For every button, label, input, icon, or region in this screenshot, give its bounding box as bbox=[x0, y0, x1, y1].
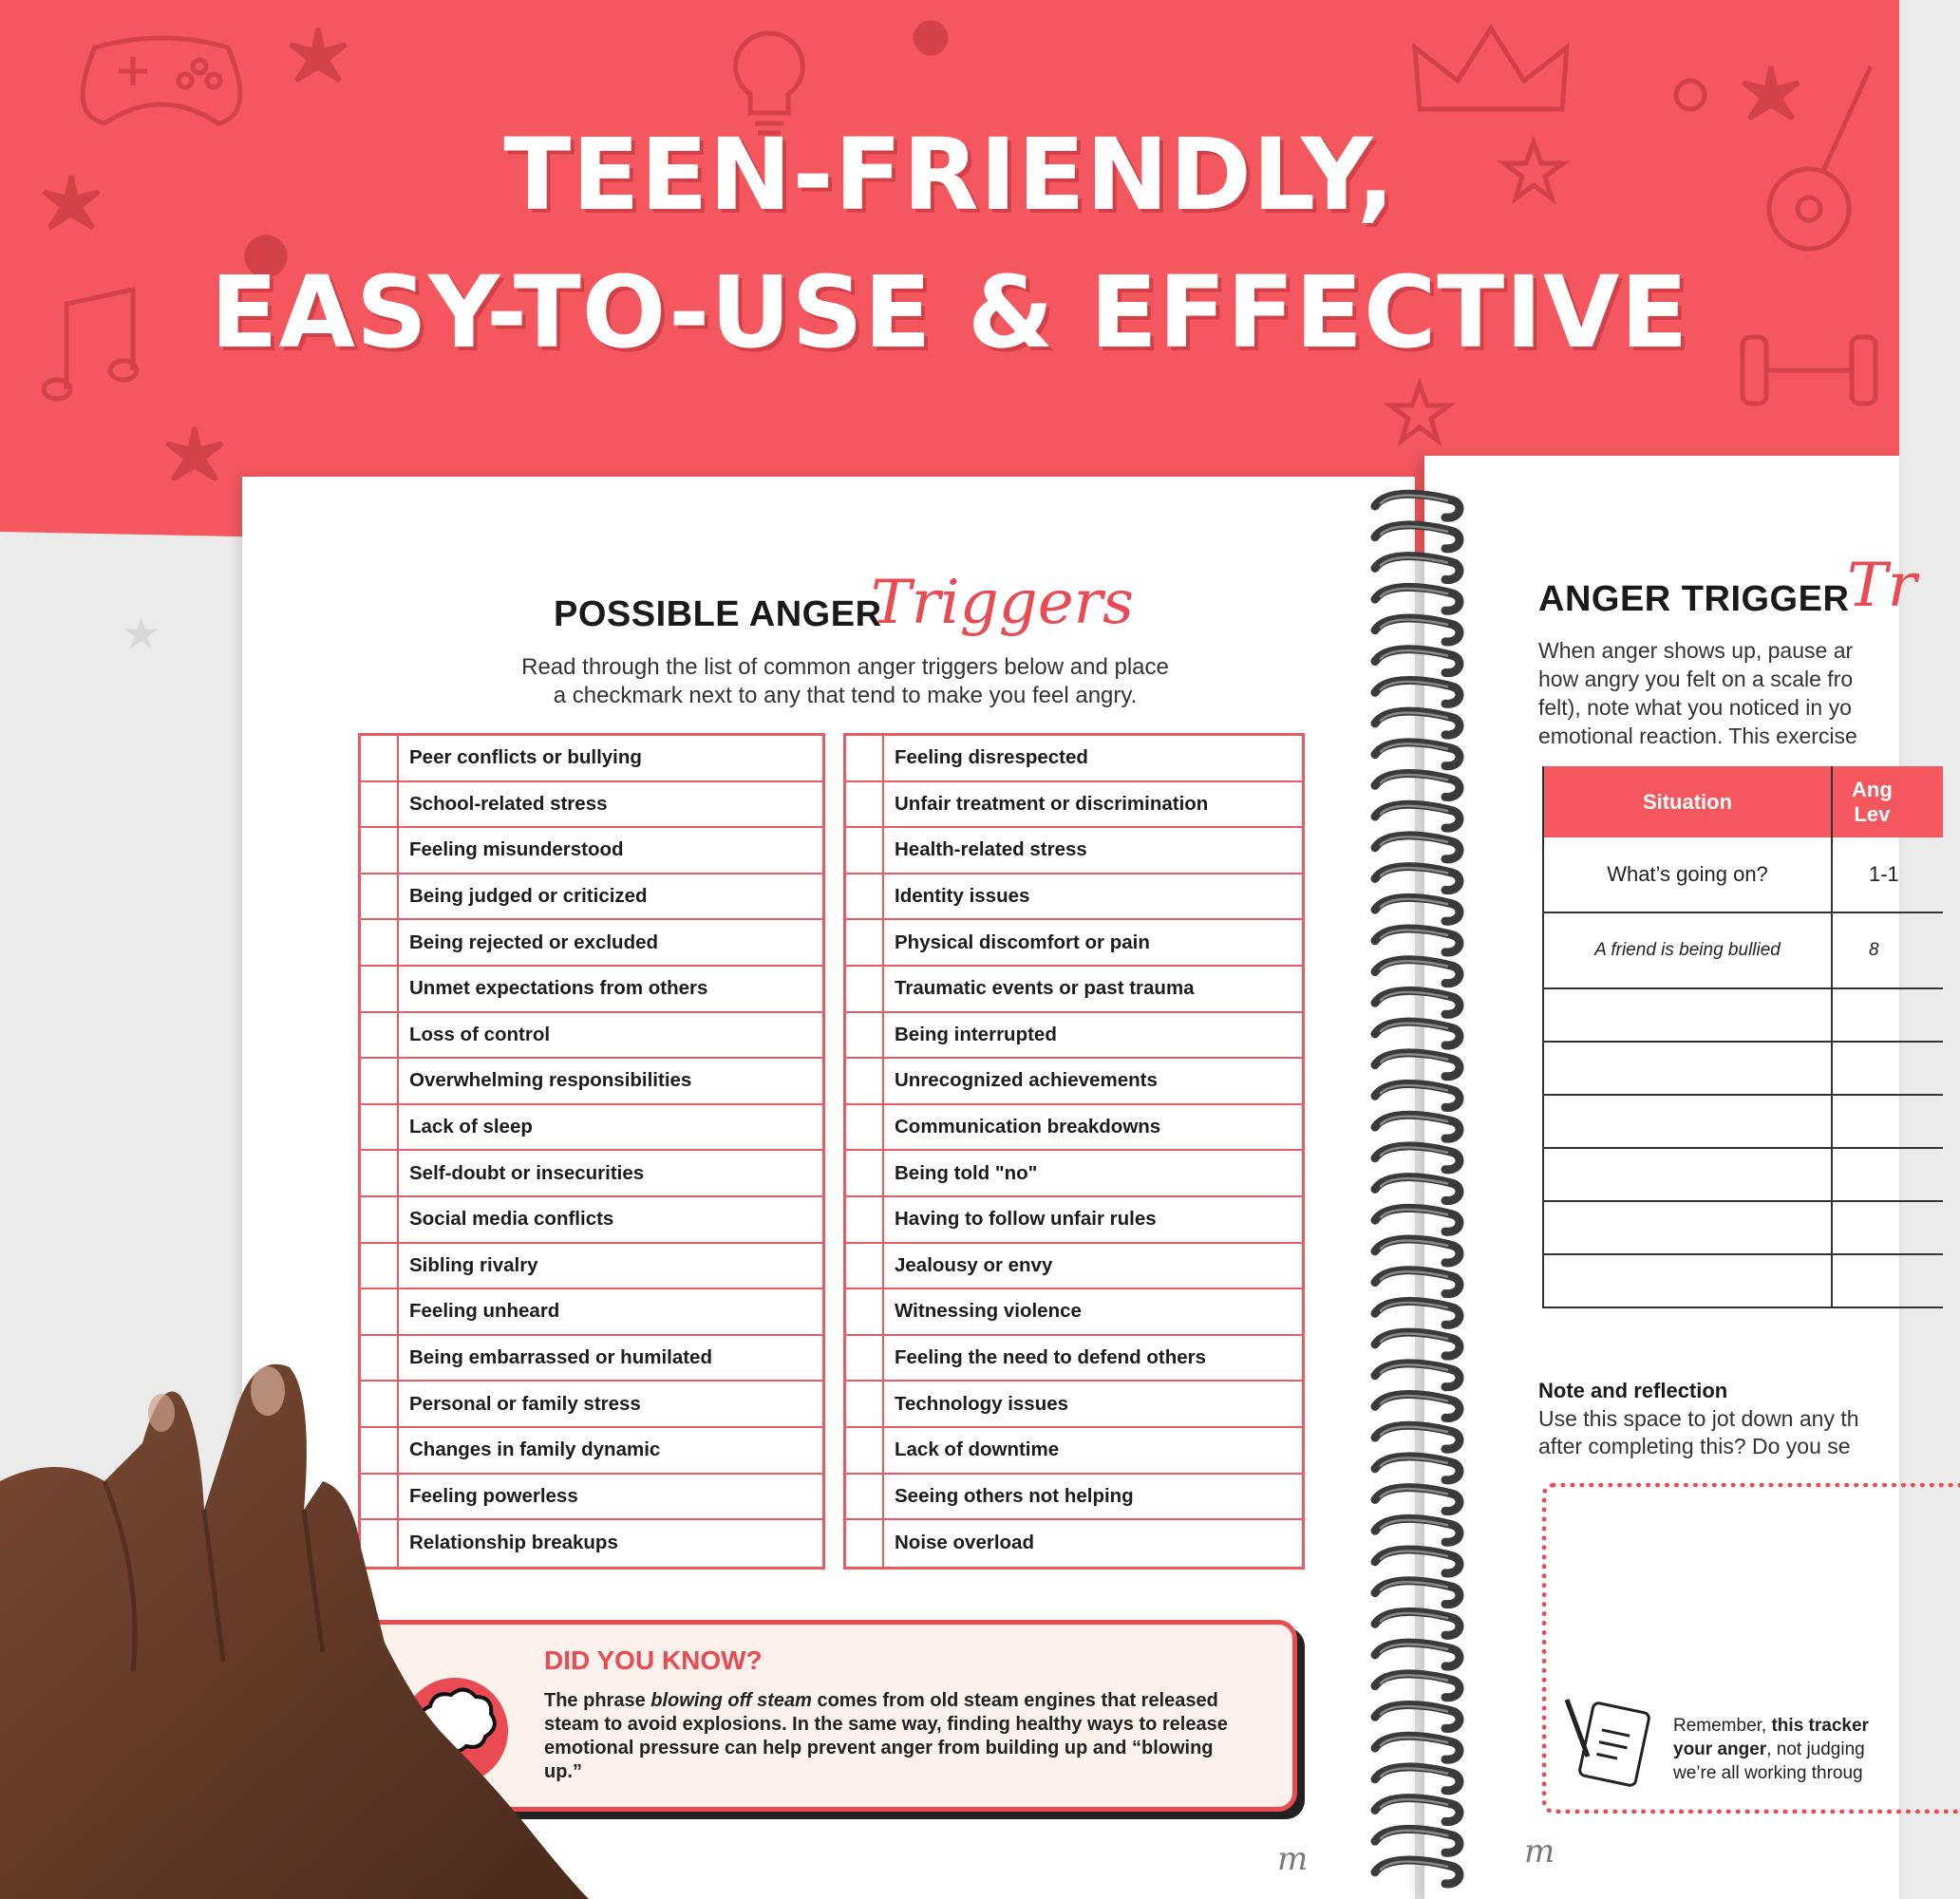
checklist-row bbox=[361, 967, 822, 1013]
trigger-label: Feeling disrespected bbox=[895, 746, 1088, 769]
checklist-row bbox=[846, 1382, 1302, 1428]
checklist-row bbox=[361, 1105, 822, 1152]
checklist-row bbox=[846, 1151, 1302, 1197]
trigger-label: Feeling the need to defend others bbox=[895, 1346, 1207, 1369]
trigger-label: Being rejected or excluded bbox=[409, 931, 659, 953]
trigger-label: Sibling rivalry bbox=[409, 1253, 538, 1276]
brand-logo: m bbox=[1524, 1833, 1555, 1871]
trigger-label: Being told "no" bbox=[895, 1161, 1038, 1184]
checkbox[interactable] bbox=[846, 1520, 884, 1567]
column-header-anger-level: Ang Lev bbox=[1852, 777, 1893, 826]
checkbox[interactable] bbox=[846, 1197, 884, 1242]
circle-outline-icon bbox=[1671, 76, 1709, 114]
trigger-label: Relationship breakups bbox=[409, 1532, 618, 1554]
checkbox[interactable] bbox=[846, 874, 884, 919]
checklist-row bbox=[846, 874, 1302, 921]
checklist-row bbox=[361, 874, 822, 921]
trigger-label: Being embarrassed or humilated bbox=[409, 1346, 712, 1369]
checklist-row bbox=[361, 920, 822, 967]
checklist-row bbox=[361, 1059, 822, 1105]
checkbox[interactable] bbox=[361, 1105, 399, 1150]
trigger-label: Changes in family dynamic bbox=[409, 1438, 661, 1461]
checklist-row bbox=[846, 1197, 1302, 1244]
right-page-title-main: ANGER TRIGGER bbox=[1538, 579, 1850, 619]
checklist-row bbox=[846, 1059, 1302, 1105]
right-page-title-script: Tr bbox=[1847, 551, 1917, 621]
trigger-label: Being interrupted bbox=[895, 1023, 1057, 1045]
checklist-row bbox=[846, 1475, 1302, 1521]
checklist-row bbox=[846, 967, 1302, 1013]
checkbox[interactable] bbox=[846, 1475, 884, 1519]
checklist-row bbox=[846, 1013, 1302, 1060]
trigger-label: Having to follow unfair rules bbox=[895, 1208, 1157, 1231]
right-page-intro: When anger shows up, pause ar how angry you felt on a scale fro felt), note what you noticed in yo emotional reaction. This exercise bbox=[1538, 638, 1857, 748]
checklist-row bbox=[361, 1289, 822, 1336]
hand-image bbox=[0, 1339, 608, 1899]
checklist-row bbox=[361, 828, 822, 874]
checklist-row bbox=[361, 1151, 822, 1197]
column-header-situation: Situation bbox=[1544, 766, 1833, 837]
checkbox[interactable] bbox=[846, 1105, 884, 1150]
burst-icon bbox=[1738, 62, 1804, 128]
checkbox[interactable] bbox=[361, 1013, 399, 1058]
checkbox[interactable] bbox=[361, 1151, 399, 1195]
headline-line-1: TEEN-FRIENDLY, bbox=[503, 117, 1396, 233]
checkbox[interactable] bbox=[846, 1244, 884, 1288]
checkbox[interactable] bbox=[846, 1336, 884, 1381]
brand-logo: m bbox=[1277, 1840, 1309, 1878]
checklist-row bbox=[361, 782, 822, 829]
trigger-label: Loss of control bbox=[409, 1023, 551, 1045]
trigger-label: Witnessing violence bbox=[895, 1300, 1082, 1323]
checkbox[interactable] bbox=[846, 782, 884, 827]
checklist-row bbox=[361, 1197, 822, 1244]
table-row[interactable] bbox=[1544, 1255, 1943, 1308]
page-intro bbox=[418, 653, 1272, 710]
checklist-row bbox=[846, 920, 1302, 967]
trigger-label: School-related stress bbox=[409, 792, 608, 815]
burst-icon bbox=[161, 423, 228, 489]
trigger-label: Lack of sleep bbox=[409, 1116, 533, 1138]
checklist-row bbox=[361, 1013, 822, 1060]
table-row[interactable] bbox=[1544, 1149, 1943, 1202]
checkbox[interactable] bbox=[846, 1428, 884, 1473]
checkbox[interactable] bbox=[361, 1244, 399, 1288]
did-you-know-text: The phrase blowing off steam comes from old steam engines that released steam to avoid explosions. In the same way, finding healthy ways to release emotional pressure can help prevent anger from building up and “blowing up.” bbox=[544, 1690, 1228, 1782]
trigger-label: Unmet expectations from others bbox=[409, 977, 708, 1000]
checklist-row bbox=[846, 1244, 1302, 1290]
trigger-label: Feeling powerless bbox=[409, 1484, 578, 1507]
did-you-know-title: DID YOU KNOW? bbox=[544, 1645, 763, 1675]
intro-line: Read through the list of common anger triggers below and place bbox=[521, 654, 1169, 680]
headline-line-2: EASY-TO-USE & EFFECTIVE bbox=[210, 254, 1689, 370]
checklist-row bbox=[846, 1428, 1302, 1475]
checkbox[interactable] bbox=[846, 828, 884, 873]
trigger-label: Seeing others not helping bbox=[895, 1484, 1134, 1507]
table-row[interactable] bbox=[1544, 1202, 1943, 1255]
checkbox[interactable] bbox=[361, 736, 399, 780]
star-outline-icon bbox=[1386, 380, 1453, 446]
checkbox[interactable] bbox=[846, 1289, 884, 1334]
checklist-row bbox=[846, 736, 1302, 782]
checklist-row bbox=[846, 1105, 1302, 1152]
trigger-label: Traumatic events or past trauma bbox=[895, 977, 1195, 1000]
table-header bbox=[1544, 766, 1943, 837]
checkbox[interactable] bbox=[361, 920, 399, 965]
table-row[interactable] bbox=[1544, 989, 1943, 1043]
checklist-row bbox=[361, 736, 822, 782]
table-row: What’s going on? 1-1 bbox=[1544, 837, 1943, 913]
anger-tracker-table bbox=[1542, 766, 1943, 1308]
spiral-binding bbox=[1358, 479, 1472, 1899]
checkbox[interactable] bbox=[361, 967, 399, 1011]
note-title: Note and reflection bbox=[1538, 1379, 1728, 1402]
checkbox[interactable] bbox=[361, 1289, 399, 1334]
notepad-icon bbox=[1557, 1690, 1662, 1795]
trigger-label: Being judged or criticized bbox=[409, 885, 648, 908]
checklist-row bbox=[361, 1244, 822, 1290]
trigger-label: Physical discomfort or pain bbox=[895, 931, 1150, 953]
workbook-right-page bbox=[1424, 456, 1917, 1899]
checkbox[interactable] bbox=[361, 828, 399, 873]
dot-icon bbox=[912, 19, 950, 57]
checklist-row bbox=[846, 828, 1302, 874]
trigger-label: Unfair treatment or discrimination bbox=[895, 792, 1209, 815]
checklist-row bbox=[846, 782, 1302, 829]
table-row[interactable] bbox=[1544, 1043, 1943, 1096]
trigger-label: Communication breakdowns bbox=[895, 1116, 1161, 1138]
trigger-label: Noise overload bbox=[895, 1532, 1034, 1554]
checkbox[interactable] bbox=[361, 874, 399, 919]
checklist-row bbox=[846, 1520, 1302, 1567]
checklist-row bbox=[846, 1289, 1302, 1336]
note-text: Use this space to jot down any th after completing this? Do you se bbox=[1538, 1406, 1859, 1458]
checkbox[interactable] bbox=[361, 1059, 399, 1103]
trigger-label: Health-related stress bbox=[895, 838, 1087, 861]
trigger-label: Feeling misunderstood bbox=[409, 838, 624, 861]
table-row[interactable] bbox=[1544, 1096, 1943, 1149]
page-title-script: Triggers bbox=[871, 568, 1134, 638]
trigger-label: Lack of downtime bbox=[895, 1438, 1060, 1461]
trigger-label: Jealousy or envy bbox=[895, 1253, 1053, 1276]
trigger-label: Personal or family stress bbox=[409, 1392, 641, 1415]
trigger-label: Unrecognized achievements bbox=[895, 1069, 1158, 1092]
crown-icon bbox=[1405, 19, 1576, 123]
star-icon: ★ bbox=[122, 609, 161, 658]
trigger-label: Self-doubt or insecurities bbox=[409, 1161, 645, 1184]
trigger-label: Feeling unheard bbox=[409, 1300, 560, 1323]
page-title-main: POSSIBLE ANGER bbox=[554, 594, 882, 634]
burst-icon bbox=[285, 24, 351, 90]
trigger-label: Peer conflicts or bullying bbox=[409, 746, 642, 769]
checkbox[interactable] bbox=[846, 736, 884, 780]
trigger-label: Overwhelming responsibilities bbox=[409, 1069, 692, 1092]
checkbox[interactable] bbox=[361, 782, 399, 827]
trigger-checklist-right bbox=[843, 733, 1305, 1570]
checkbox[interactable] bbox=[846, 1059, 884, 1103]
trigger-label: Technology issues bbox=[895, 1392, 1069, 1415]
game-controller-icon bbox=[66, 19, 256, 133]
checkbox[interactable] bbox=[846, 1151, 884, 1195]
checkbox[interactable] bbox=[361, 1197, 399, 1242]
checkbox[interactable] bbox=[846, 1013, 884, 1058]
trigger-label: Social media conflicts bbox=[409, 1208, 614, 1231]
checkbox[interactable] bbox=[846, 920, 884, 965]
checkbox[interactable] bbox=[846, 1382, 884, 1426]
trigger-label: Identity issues bbox=[895, 885, 1030, 908]
remember-text: Remember, this tracker your anger, not judging we’re all working throug bbox=[1673, 1716, 1869, 1783]
intro-line: a checkmark next to any that tend to make you feel angry. bbox=[553, 683, 1138, 708]
checkbox[interactable] bbox=[846, 967, 884, 1011]
checklist-row bbox=[846, 1336, 1302, 1382]
page-title bbox=[313, 568, 1134, 644]
table-row: A friend is being bullied 8 bbox=[1544, 913, 1943, 989]
